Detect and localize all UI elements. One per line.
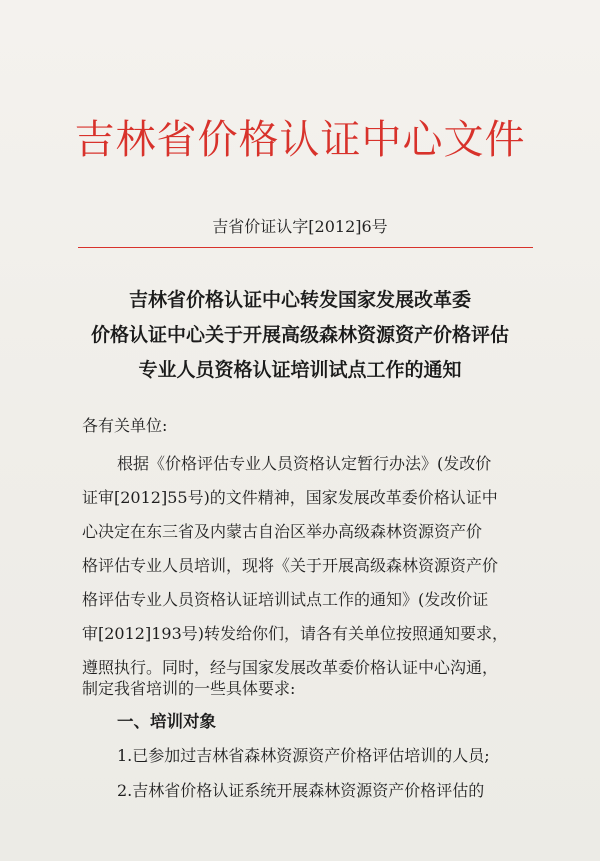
body-line: 根据《价格评估专业人员资格认定暂行办法》(发改价 <box>117 454 492 473</box>
list-item: 1.已参加过吉林省森林资源资产价格评估培训的人员; <box>117 746 490 765</box>
body-line: 遵照执行。同时，经与国家发展改革委价格认证中心沟通， <box>82 658 499 677</box>
notice-heading-line-1: 吉林省价格认证中心转发国家发展改革委 <box>128 289 471 311</box>
body-line: 格评估专业人员培训，现将《关于开展高级森林资源资产价 <box>82 556 499 575</box>
notice-heading-line-3: 专业人员资格认证培训试点工作的通知 <box>138 359 462 381</box>
body-line: 格评估专业人员资格认证培训试点工作的通知》(发改价证 <box>82 590 489 609</box>
body-line: 审[2012]193号)转发给你们，请各有关单位按照通知要求， <box>82 624 508 643</box>
list-item: 2.吉林省价格认证系统开展森林资源资产价格评估的 <box>117 781 485 800</box>
document-title: 吉林省价格认证中心文件 <box>74 117 526 163</box>
section-heading-training-targets: 一、培训对象 <box>117 712 216 731</box>
body-line: 心决定在东三省及内蒙古自治区举办高级森林资源资产价 <box>82 522 483 541</box>
red-divider <box>78 247 533 248</box>
body-line: 制定我省培训的一些具体要求: <box>82 679 296 698</box>
notice-heading-line-2: 价格认证中心关于开展高级森林资源资产价格评估 <box>90 324 509 346</box>
salutation: 各有关单位: <box>82 416 168 435</box>
document-number: 吉省价证认字[2012]6号 <box>212 217 388 236</box>
body-line: 证审[2012]55号)的文件精神，国家发展改革委价格认证中 <box>82 488 498 507</box>
